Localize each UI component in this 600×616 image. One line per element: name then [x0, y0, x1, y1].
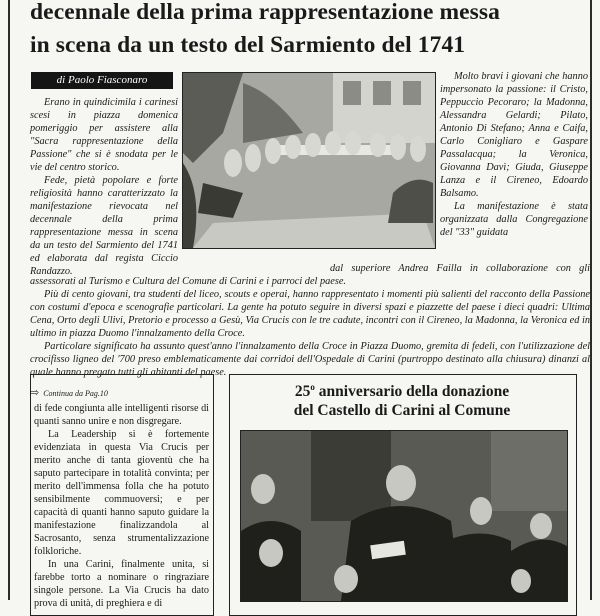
paragraph: dal superiore Andrea Failla in collaborazione con gli assessorati al Turismo e Cultura del Comune di Carini e i parroci del paese.: [30, 263, 590, 287]
article-column-full: [30, 262, 590, 379]
photo-last-supper-scene: [182, 72, 436, 249]
page-border-left: [8, 0, 10, 600]
continuation-text: [34, 402, 209, 610]
paragraph: Particolare significato ha assunto quest'anno l'innalzamento della Croce in Piazza Duomo, gremita di fedeli, con l'utilizzazione del crocifisso ligneo del '700 preso emblematicamente dai corridoi dell'Ospedale di Carini (purtroppo destinato alla chiusura) dinanzi al quale hanno pregato tutti gli abitanti del paese.: [30, 341, 590, 378]
paragraph: Più di cento giovani, tra studenti del liceo, scouts e operai, hanno rappresentato i momenti più salienti del racconto della Passione con costumi d'epoca e scenografie particolari. La gente ha potuto seguire in diversi spazi e piazzette del paese i dieci quadri: Ultima Cena, Orto degli Ulivi, Pretorio e processo a Gesù, Via Crucis con le tre cadute, incontri con il Cireneo, la Madonna, la Veronica ed in ultimo in piazza Duomo l'innalzamento della Croce.: [30, 289, 590, 339]
headline-line-2: in scena da un testo del Sarmiento del 1741: [30, 32, 466, 58]
continuation-label: ⇨ Continua da Pag.10: [30, 387, 108, 399]
headline: [30, 0, 586, 62]
paragraph: Molto bravi i giovani che hanno impersonato la passione: il Cristo, Peppuccio Pecoraro; la Madonna, Alessandra Gelardi; Pilato, Antonio Di Stefano; Anna e Caifa, Carlo Conigliaro e Gaspare Passalacqua; la Veronica, Giovanna Davì; Giuda, Giuseppe Lanza e il Cireneo, Edoardo Balsamo.: [440, 71, 588, 199]
paragraph: Fede, pietà popolare e forte religiosità hanno caratterizzato la manifestazione rievocata nel decennale della prima rappresentazione messa in scena da un testo del Sarmiento del 1741 ed elaborata dal regista Ciccio Randazzo.: [30, 175, 178, 277]
anniversary-heading: 25$^o$ anniversario della donazione del Castello di Carini al Comune: [293, 382, 511, 420]
paragraph: La manifestazione è stata organizzata dalla Congregazione del "33" guidata: [440, 201, 588, 238]
paragraph: Erano in quindicimila i carinesi scesi in piazza domenica pomeriggio per assistere alla "Sacra rappresentazione della Passione" che si è snodata per le vie del centro storico.: [30, 97, 178, 173]
paragraph: La Leadership si è fortemente evidenziata in questa Via Crucis per merito anche di tanta gioventù che ha saputo partecipare in totalità convinta; per merito dell'immensa folla che ha potuto sensibilmente commuoversi; e per capacità di quanti hanno saputo guidare la manifestazione finalizzandola al Sacrosanto, senza strumentalizzazione folkloriche.: [34, 429, 209, 557]
paragraph: di fede congiunta alle intelligenti risorse di quanti sanno unire e non disgregare.: [34, 403, 209, 427]
article-column-left: [30, 96, 178, 278]
photo-ceremony: [240, 430, 568, 602]
headline-line-1: decennale della prima rappresentazione messa: [30, 0, 501, 25]
page-border-right: [590, 0, 592, 600]
arrow-right-icon: ⇨: [30, 387, 40, 399]
article-column-right: [440, 70, 588, 239]
byline: di Paolo Fiasconaro: [31, 72, 173, 89]
paragraph: In una Carini, finalmente unita, si farebbe torto a nominare o ringraziare singole persone. La Via Crucis ha dato prova di unità, di preghiera e di: [34, 559, 209, 609]
